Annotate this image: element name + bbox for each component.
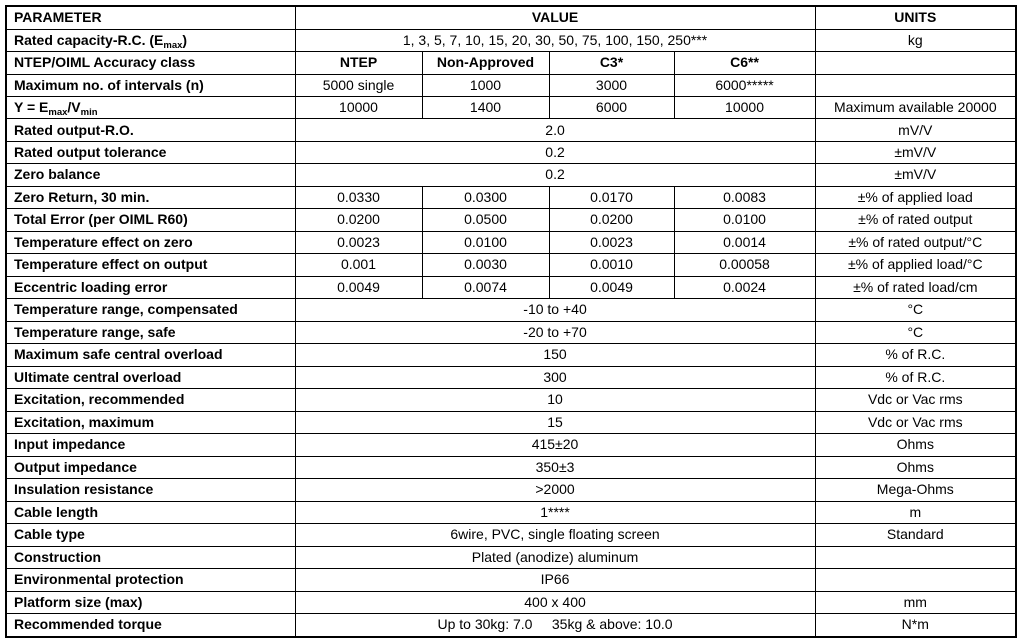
units-cell: ±% of rated output: [815, 209, 1016, 231]
value-cell: 0.0023: [549, 231, 674, 253]
value-cell: 0.0049: [549, 276, 674, 298]
value-cell: 2.0: [295, 119, 815, 141]
param-cell: Rated output tolerance: [6, 141, 295, 163]
table-row: [6, 276, 1016, 298]
table-row: [6, 52, 1016, 74]
param-cell: Total Error (per OIML R60): [6, 209, 295, 231]
value-cell: C3*: [549, 52, 674, 74]
param-cell: Environmental protection: [6, 569, 295, 591]
param-cell: Temperature range, safe: [6, 321, 295, 343]
param-cell: Eccentric loading error: [6, 276, 295, 298]
value-cell: 0.0170: [549, 186, 674, 208]
table-row: [6, 186, 1016, 208]
table-row: [6, 299, 1016, 321]
value-cell: 10000: [674, 96, 815, 118]
param-cell: Construction: [6, 546, 295, 568]
param-cell: Ultimate central overload: [6, 366, 295, 388]
value-cell: 1000: [422, 74, 549, 96]
header-units: UNITS: [815, 6, 1016, 29]
table-row: [6, 434, 1016, 456]
value-cell: 6000*****: [674, 74, 815, 96]
value-cell: >2000: [295, 479, 815, 501]
param-cell: Excitation, maximum: [6, 411, 295, 433]
value-cell: 350±3: [295, 456, 815, 478]
value-cell: Non-Approved: [422, 52, 549, 74]
table-row: [6, 569, 1016, 591]
param-cell: Rated capacity-R.C. $(E_{max})$: [6, 29, 295, 51]
table-row: [6, 254, 1016, 276]
units-cell: Standard: [815, 524, 1016, 546]
param-cell: NTEP/OIML Accuracy class: [6, 52, 295, 74]
table-row: [6, 164, 1016, 186]
param-cell: Temperature range, compensated: [6, 299, 295, 321]
units-cell: mm: [815, 591, 1016, 613]
value-cell: 0.0023: [295, 231, 422, 253]
table-row: [6, 614, 1016, 637]
header-parameter: PARAMETER: [6, 6, 295, 29]
units-cell: ±% of rated load/cm: [815, 276, 1016, 298]
value-cell: 5000 single: [295, 74, 422, 96]
value-cell: 300: [295, 366, 815, 388]
units-cell: Vdc or Vac rms: [815, 389, 1016, 411]
param-cell: Insulation resistance: [6, 479, 295, 501]
value-cell: 0.0330: [295, 186, 422, 208]
units-cell: [815, 546, 1016, 568]
value-cell: 0.0010: [549, 254, 674, 276]
value-cell: 1****: [295, 501, 815, 523]
value-cell: 6wire, PVC, single floating screen: [295, 524, 815, 546]
units-cell: [815, 569, 1016, 591]
value-cell: 10000: [295, 96, 422, 118]
value-cell: 150: [295, 344, 815, 366]
value-cell: 6000: [549, 96, 674, 118]
table-row: [6, 411, 1016, 433]
table-row: [6, 366, 1016, 388]
units-cell: ±% of applied load/°C: [815, 254, 1016, 276]
param-cell: Zero Return, 30 min.: [6, 186, 295, 208]
units-cell: Ohms: [815, 456, 1016, 478]
units-cell: [815, 74, 1016, 96]
value-cell: 10: [295, 389, 815, 411]
value-cell: 0.0200: [549, 209, 674, 231]
value-cell: 0.001: [295, 254, 422, 276]
table-row: [6, 524, 1016, 546]
table-row: [6, 456, 1016, 478]
value-cell: 0.0100: [674, 209, 815, 231]
units-cell: ±% of rated output/°C: [815, 231, 1016, 253]
value-cell: 0.2: [295, 141, 815, 163]
param-cell: Rated output-R.O.: [6, 119, 295, 141]
value-cell: C6**: [674, 52, 815, 74]
table-row: [6, 479, 1016, 501]
units-cell: [815, 52, 1016, 74]
value-cell: -20 to +70: [295, 321, 815, 343]
value-cell: 415±20: [295, 434, 815, 456]
value-cell: 1400: [422, 96, 549, 118]
value-cell: 0.0083: [674, 186, 815, 208]
param-cell: Cable length: [6, 501, 295, 523]
param-cell: Cable type: [6, 524, 295, 546]
units-cell: ±mV/V: [815, 141, 1016, 163]
param-cell: Zero balance: [6, 164, 295, 186]
table-row: [6, 231, 1016, 253]
units-cell: Ohms: [815, 434, 1016, 456]
param-cell: Output impedance: [6, 456, 295, 478]
value-cell: 3000: [549, 74, 674, 96]
header-row: [6, 6, 1016, 29]
value-cell: 0.0030: [422, 254, 549, 276]
value-cell: 0.0024: [674, 276, 815, 298]
table-row: [6, 546, 1016, 568]
table-row: [6, 119, 1016, 141]
param-cell: Platform size (max): [6, 591, 295, 613]
param-cell: Excitation, recommended: [6, 389, 295, 411]
units-cell: ±% of applied load: [815, 186, 1016, 208]
value-cell: 0.2: [295, 164, 815, 186]
units-cell: °C: [815, 299, 1016, 321]
units-cell: ±mV/V: [815, 164, 1016, 186]
table-row: [6, 209, 1016, 231]
value-cell: NTEP: [295, 52, 422, 74]
value-cell: 1, 3, 5, 7, 10, 15, 20, 30, 50, 75, 100, 150, 250***: [295, 29, 815, 51]
value-cell: IP66: [295, 569, 815, 591]
value-cell: 15: [295, 411, 815, 433]
spec-table: [5, 5, 1017, 638]
value-cell: 0.0049: [295, 276, 422, 298]
value-cell: 0.0500: [422, 209, 549, 231]
table-row: [6, 501, 1016, 523]
value-cell: Plated (anodize) aluminum: [295, 546, 815, 568]
value-cell: 0.0100: [422, 231, 549, 253]
param-cell: Temperature effect on output: [6, 254, 295, 276]
table-row: [6, 74, 1016, 96]
table-row: [6, 321, 1016, 343]
units-cell: kg: [815, 29, 1016, 51]
param-cell: Temperature effect on zero: [6, 231, 295, 253]
table-row: [6, 591, 1016, 613]
units-cell: Vdc or Vac rms: [815, 411, 1016, 433]
param-cell: Maximum no. of intervals (n): [6, 74, 295, 96]
units-cell: °C: [815, 321, 1016, 343]
table-row: [6, 344, 1016, 366]
header-value: VALUE: [295, 6, 815, 29]
value-cell: 0.0014: [674, 231, 815, 253]
table-row: [6, 96, 1016, 118]
value-cell: 400 x 400: [295, 591, 815, 613]
units-cell: % of R.C.: [815, 344, 1016, 366]
value-cell: 0.0200: [295, 209, 422, 231]
param-cell: $Y = E_{max}/V_{min}$: [6, 96, 295, 118]
param-cell: Maximum safe central overload: [6, 344, 295, 366]
value-cell: 0.0300: [422, 186, 549, 208]
units-cell: mV/V: [815, 119, 1016, 141]
units-cell: % of R.C.: [815, 366, 1016, 388]
table-row: [6, 389, 1016, 411]
value-cell: 0.0074: [422, 276, 549, 298]
table-row: [6, 29, 1016, 51]
value-cell: -10 to +40: [295, 299, 815, 321]
units-cell: m: [815, 501, 1016, 523]
units-cell: N*m: [815, 614, 1016, 637]
value-cell: 0.00058: [674, 254, 815, 276]
units-cell: Mega-Ohms: [815, 479, 1016, 501]
value-cell: Up to 30kg: 7.0 35kg & above: 10.0: [295, 614, 815, 637]
param-cell: Recommended torque: [6, 614, 295, 637]
param-cell: Input impedance: [6, 434, 295, 456]
table-row: [6, 141, 1016, 163]
units-cell: Maximum available 20000: [815, 96, 1016, 118]
spec-table-body: [6, 6, 1016, 637]
